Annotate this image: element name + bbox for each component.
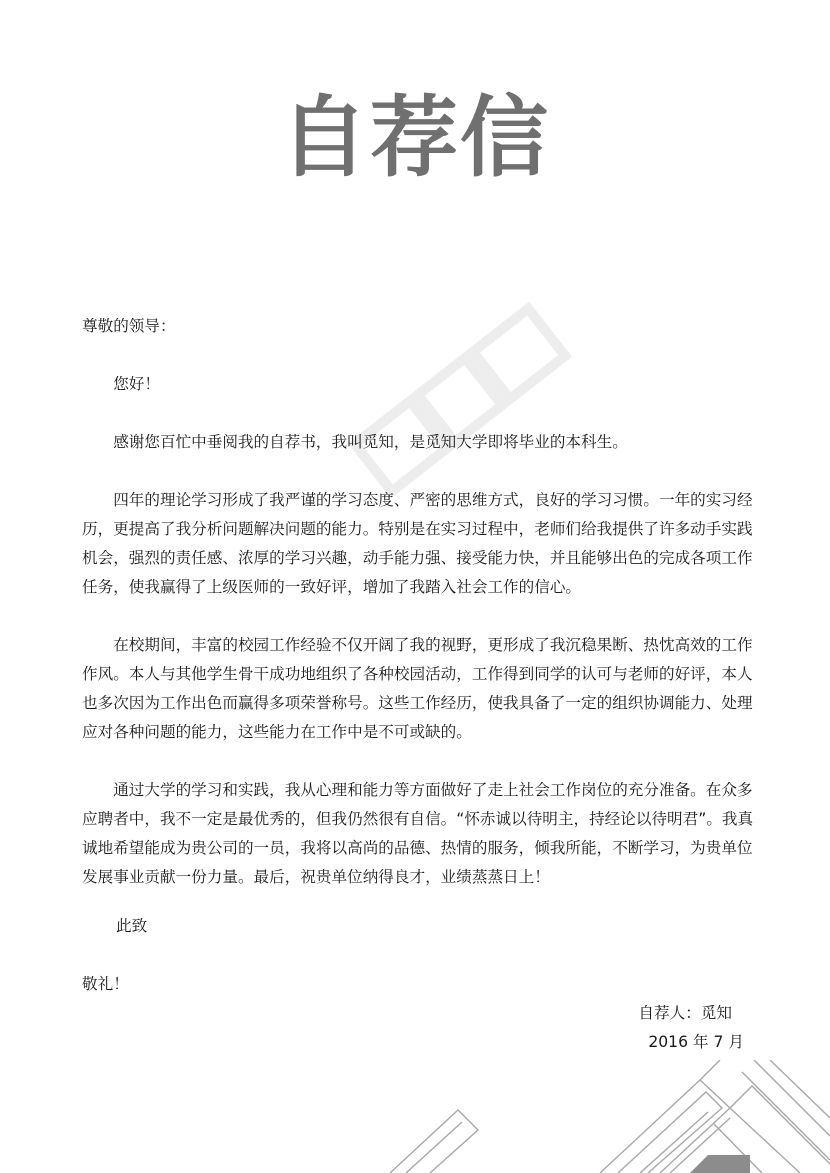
greeting: 您好！	[113, 375, 160, 393]
salutation: 尊敬的领导：	[82, 317, 176, 335]
paragraph-2: 四年的理论学习形成了我严谨的学习态度、严密的思维方式，良好的学习习惯。一年的实习经历，更提高了我分析问题解决问题的能力。特别是在实习过程中，老师们给我提供了许多动手实践机会，强烈的责任感、浓厚的学习兴趣，动手能力强、接受能力快，并且能够出色的完成各项工作任务，使我赢得了上级医师的一致好评，增加了我踏入社会工作的信心。	[82, 491, 753, 596]
signature-block	[638, 999, 744, 1057]
letter-body	[82, 312, 754, 892]
paragraph-3: 在校期间，丰富的校园工作经验不仅开阔了我的视野，更形成了我沉稳果断、热忱高效的工作作风。本人与其他学生骨干成功地组织了各种校园活动，工作得到同学的认可与老师的好评，本人也多次因为工作出色而赢得多项荣誉称号。这些工作经历，使我具备了一定的组织协调能力、处理应对各种问题的能力，这些能力在工作中是不可或缺的。	[82, 636, 753, 741]
closing-block	[82, 912, 147, 999]
regards: 敬礼！	[82, 975, 129, 993]
page-title: 自荐信	[279, 86, 550, 189]
signer-name: 自荐人：觅知	[638, 1004, 732, 1022]
paragraph-1: 感谢您百忙中垂阅我的自荐书，我叫觅知，是觅知大学即将毕业的本科生。	[113, 433, 628, 451]
letter-date: 2016 年 7 月	[648, 1033, 744, 1051]
decorative-geometric-lines	[370, 1060, 830, 1173]
closing: 此致	[116, 917, 148, 935]
paragraph-4: 通过大学的学习和实践，我从心理和能力等方面做好了走上社会工作岗位的充分准备。在众多应聘者中，我不一定是最优秀的，但我仍然很有自信。“怀赤诚以待明主，持经论以待明君”。我真诚地希望能成为贵公司的一员，我将以高尚的品德、热情的服务，倾我所能，不断学习，为贵单位发展事业贡献一份力量。最后，祝贵单位纳得良才，业绩蒸蒸日上！	[82, 781, 754, 886]
